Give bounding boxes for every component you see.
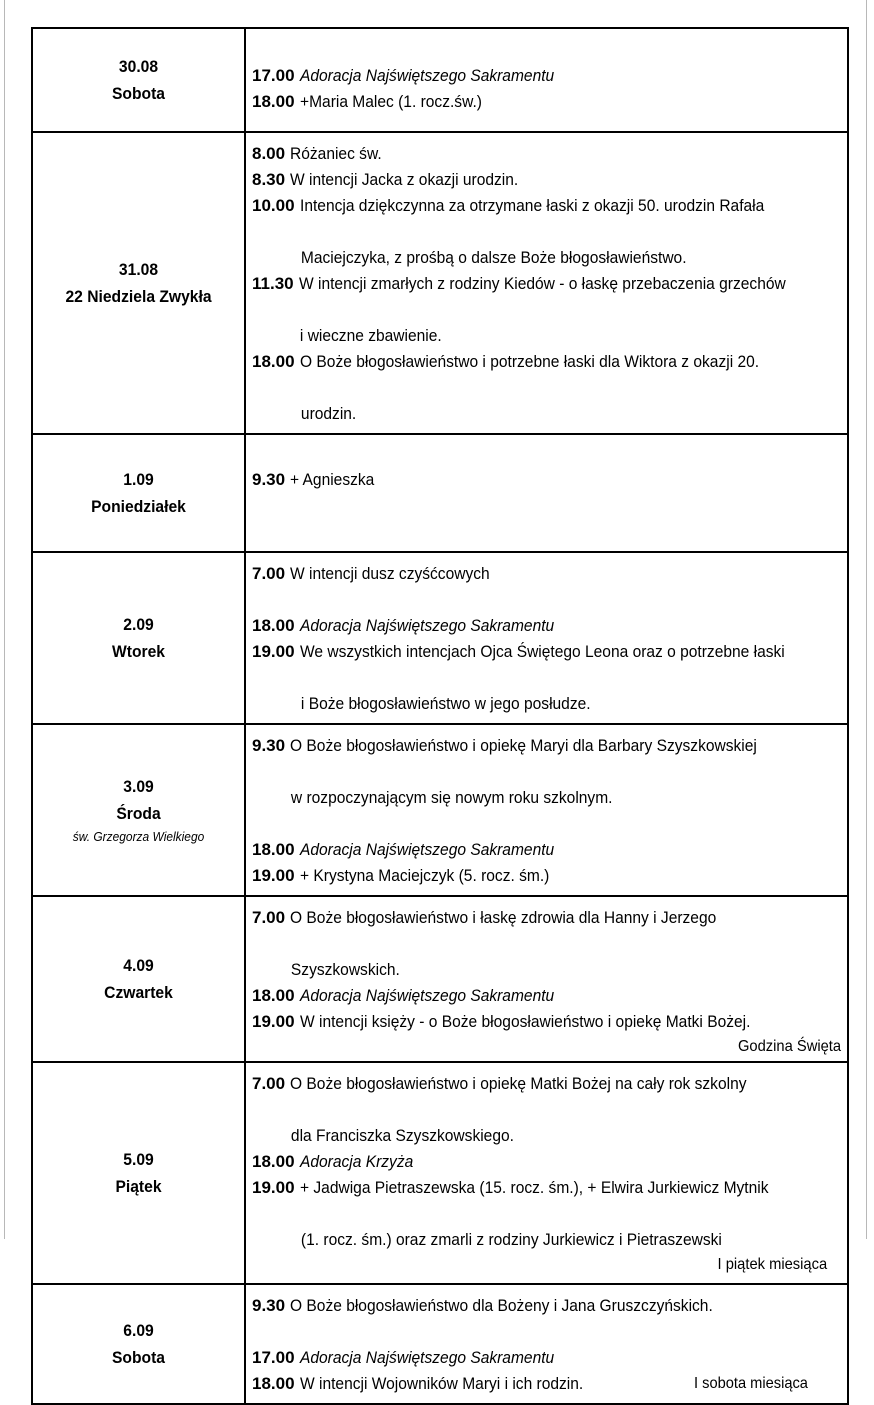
day-row — [32, 28, 848, 132]
day-row — [32, 552, 848, 724]
mass-text: Adoracja Najświętszego Sakramentu — [299, 616, 554, 635]
masses-cell — [245, 1284, 848, 1404]
mass-time: 7.00 — [252, 564, 286, 583]
mass-time: 18.00 — [252, 840, 295, 859]
mass-entry — [252, 89, 841, 115]
mass-entry — [252, 141, 841, 167]
mass-time: 17.00 — [252, 66, 295, 85]
mass-text-continued: i wieczne zbawienie. — [299, 326, 442, 345]
day-name: Czwartek — [104, 983, 173, 1002]
day-note: Godzina Święta — [737, 1038, 841, 1055]
mass-text-continued: Szyszkowskich. — [291, 960, 400, 979]
mass-text-continued: dla Franciszka Szyszkowskiego. — [291, 1126, 515, 1145]
mass-time: 18.00 — [252, 1374, 295, 1393]
mass-entry — [252, 1071, 827, 1149]
day-date: 5.09 — [123, 1150, 154, 1169]
mass-time: 19.00 — [252, 1012, 295, 1031]
mass-entry — [252, 349, 841, 427]
mass-time: 18.00 — [252, 1152, 295, 1171]
mass-time: 10.00 — [252, 196, 295, 215]
blank-line — [252, 811, 841, 837]
feast-day: św. Grzegorza Wielkiego — [72, 829, 205, 844]
mass-time: 11.30 — [252, 274, 294, 293]
mass-entry — [252, 561, 841, 587]
day-name: 22 Niedziela Zwykła — [65, 287, 212, 306]
mass-text: + Krystyna Maciejczyk (5. rocz. śm.) — [299, 866, 549, 885]
mass-schedule-table — [31, 27, 849, 1405]
mass-time: 9.30 — [252, 470, 286, 489]
day-row — [32, 1062, 848, 1284]
day-note: I piątek miesiąca — [717, 1256, 827, 1273]
mass-entry — [252, 837, 841, 863]
page-edge-right — [866, 0, 867, 1239]
mass-time: 19.00 — [252, 866, 295, 885]
mass-text: O Boże błogosławieństwo i opiekę Maryi dla Barbary Szyszkowskiej — [290, 736, 757, 755]
mass-time: 9.30 — [252, 736, 286, 755]
day-date: 3.09 — [123, 777, 154, 796]
mass-entry — [252, 1009, 841, 1035]
mass-entry — [252, 1293, 841, 1319]
mass-text: W intencji księży - o Boże błogosławieństwo i opiekę Matki Bożej. — [299, 1012, 750, 1031]
mass-text-continued: w rozpoczynającym się nowym roku szkolnym. — [291, 788, 613, 807]
blank-line — [252, 1319, 841, 1345]
mass-text: W intencji dusz czyśćcowych — [290, 564, 490, 583]
mass-text: W intencji Wojowników Maryi i ich rodzin. — [299, 1374, 583, 1393]
mass-text: O Boże błogosławieństwo i opiekę Matki Bożej na cały rok szkolny — [290, 1074, 747, 1093]
mass-text: + Agnieszka — [290, 470, 375, 489]
mass-time: 18.00 — [252, 986, 295, 1005]
page-edge-left — [4, 0, 5, 1239]
day-cell — [32, 132, 245, 434]
day-row — [32, 132, 848, 434]
day-date: 30.08 — [118, 57, 159, 76]
mass-time: 8.30 — [252, 170, 286, 189]
day-name: Sobota — [111, 1348, 165, 1367]
day-date: 31.08 — [118, 260, 159, 279]
masses-cell — [245, 132, 848, 434]
day-name: Poniedziałek — [91, 497, 186, 516]
day-cell — [32, 552, 245, 724]
mass-text: Adoracja Najświętszego Sakramentu — [299, 1348, 554, 1367]
day-cell — [32, 434, 245, 552]
mass-entry — [252, 193, 841, 271]
day-cell — [32, 1284, 245, 1404]
mass-entry — [252, 1175, 827, 1253]
mass-text-continued: (1. rocz. śm.) oraz zmarli z rodziny Jurkiewicz i Pietraszewski — [300, 1230, 722, 1249]
day-note: I sobota miesiąca — [694, 1375, 809, 1392]
day-date: 1.09 — [123, 470, 154, 489]
day-cell — [32, 896, 245, 1062]
mass-entry — [252, 733, 841, 811]
mass-entry — [252, 167, 841, 193]
masses-cell — [245, 1062, 848, 1284]
day-name: Sobota — [111, 84, 165, 103]
day-cell — [32, 1062, 245, 1284]
mass-text: Różaniec św. — [290, 144, 382, 163]
mass-time: 18.00 — [252, 352, 295, 371]
day-date: 2.09 — [123, 615, 154, 634]
mass-entry — [252, 1149, 827, 1175]
mass-text: +Maria Malec (1. rocz.św.) — [299, 92, 482, 111]
mass-text: Intencja dziękczynna za otrzymane łaski z okazji 50. urodzin Rafała — [299, 196, 764, 215]
mass-entry — [252, 863, 841, 889]
mass-time: 18.00 — [252, 92, 295, 111]
mass-text: Adoracja Najświętszego Sakramentu — [299, 840, 554, 859]
day-date: 4.09 — [123, 956, 154, 975]
day-name: Wtorek — [111, 642, 166, 661]
day-row — [32, 724, 848, 896]
day-name: Piątek — [115, 1177, 162, 1196]
day-row — [32, 896, 848, 1062]
mass-time: 7.00 — [252, 908, 286, 927]
mass-time: 18.00 — [252, 616, 295, 635]
masses-cell — [245, 28, 848, 132]
mass-entry — [252, 639, 841, 717]
mass-time: 19.00 — [252, 642, 295, 661]
mass-text: Adoracja Krzyża — [299, 1152, 413, 1171]
mass-text: + Jadwiga Pietraszewska (15. rocz. śm.), + Elwira Jurkiewicz Mytnik — [299, 1178, 769, 1197]
day-name: Środa — [116, 804, 161, 823]
mass-entry — [252, 983, 841, 1009]
mass-text: O Boże błogosławieństwo dla Bożeny i Jana Gruszczyńskich. — [290, 1296, 713, 1315]
mass-text: O Boże błogosławieństwo i potrzebne łaski dla Wiktora z okazji 20. — [299, 352, 759, 371]
mass-time: 9.30 — [252, 1296, 286, 1315]
blank-line — [252, 587, 841, 613]
mass-time: 7.00 — [252, 1074, 286, 1093]
mass-time: 8.00 — [252, 144, 286, 163]
mass-entry — [252, 63, 841, 89]
mass-entry — [252, 613, 841, 639]
mass-text: Adoracja Najświętszego Sakramentu — [299, 66, 554, 85]
mass-entry — [252, 1371, 841, 1397]
mass-text: O Boże błogosławieństwo i łaskę zdrowia dla Hanny i Jerzego — [290, 908, 717, 927]
mass-text: Adoracja Najświętszego Sakramentu — [299, 986, 554, 1005]
masses-cell — [245, 434, 848, 552]
mass-text: W intencji zmarłych z rodziny Kiedów - o łaskę przebaczenia grzechów — [298, 274, 786, 293]
day-cell — [32, 28, 245, 132]
day-cell — [32, 724, 245, 896]
masses-cell — [245, 552, 848, 724]
mass-time: 17.00 — [252, 1348, 295, 1367]
mass-text: W intencji Jacka z okazji urodzin. — [290, 170, 519, 189]
mass-text-continued: Maciejczyka, z prośbą o dalsze Boże błogosławieństwo. — [300, 248, 687, 267]
mass-text-continued: i Boże błogosławieństwo w jego posłudze. — [300, 694, 591, 713]
masses-cell — [245, 896, 848, 1062]
mass-text: We wszystkich intencjach Ojca Świętego Leona oraz o potrzebne łaski — [299, 642, 785, 661]
day-row — [32, 434, 848, 552]
mass-time: 19.00 — [252, 1178, 295, 1197]
mass-entry — [252, 1345, 841, 1371]
day-date: 6.09 — [123, 1321, 154, 1340]
day-row — [32, 1284, 848, 1404]
mass-entry — [252, 905, 841, 983]
masses-cell — [245, 724, 848, 896]
mass-text-continued: urodzin. — [300, 404, 356, 423]
mass-entry — [252, 467, 841, 493]
mass-entry — [252, 271, 841, 349]
